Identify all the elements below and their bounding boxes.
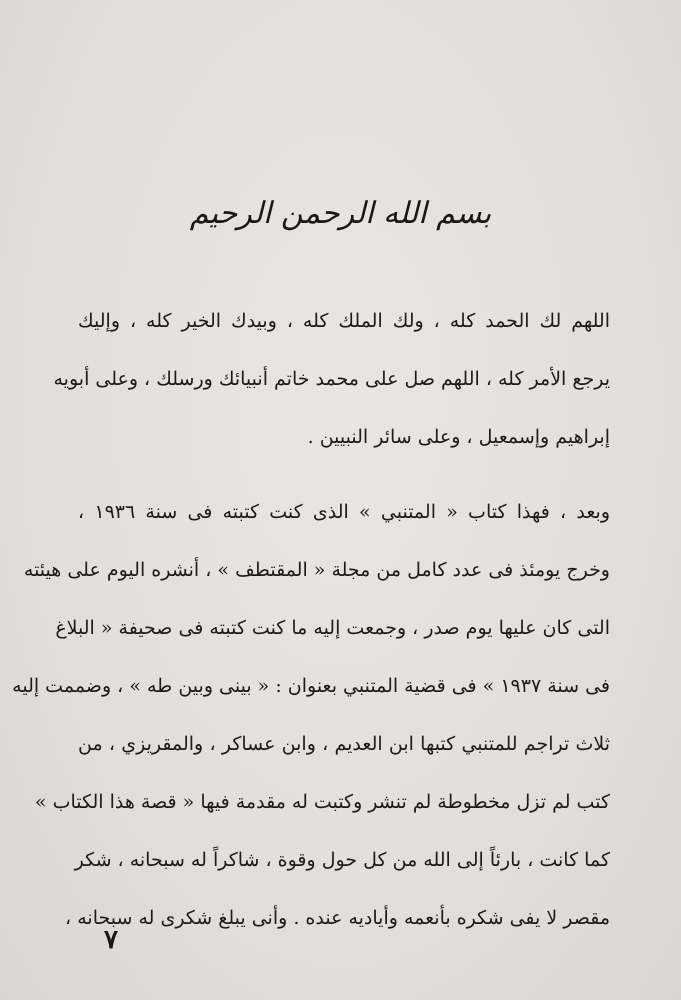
body-paragraph xyxy=(12,483,610,947)
text-line: إبراهيم وإسمعيل ، وعلى سائر النبيين . xyxy=(307,426,610,448)
text-line: فى سنة ١٩٣٧ » فى قضية المتنبي بعنوان : « بينى وبين طه » ، وضممت إليه xyxy=(12,675,610,697)
basmala-heading: بسم الله الرحمن الرحيم xyxy=(189,196,492,231)
text-line: كما كانت ، بارئاً إلى الله من كل حول وقوة ، شاكراً له سبحانه ، شكر xyxy=(74,849,610,871)
text-line: ثلاث تراجم للمتنبي كتبها ابن العديم ، وابن عساكر ، والمقريزي ، من xyxy=(78,733,610,755)
opening-invocation-paragraph xyxy=(53,292,610,466)
text-line: وبعد ، فهذا كتاب « المتنبي » الذى كنت كتبته فى سنة ١٩٣٦ ، xyxy=(78,501,610,523)
text-line: وخرج يومئذ فى عدد كامل من مجلة « المقتطف » ، أنشره اليوم على هيئته xyxy=(23,559,610,581)
text-line: كتب لم تزل مخطوطة لم تنشر وكتبت له مقدمة فيها « قصة هذا الكتاب » xyxy=(34,791,610,813)
show-through-text xyxy=(100,18,620,188)
text-line: مقصر لا يفى شكره بأنعمه وأياديه عنده . وأنى يبلغ شكرى له سبحانه ، xyxy=(65,907,610,929)
text-line: التى كان عليها يوم صدر ، وجمعت إليه ما كنت كتبته فى صحيفة « البلاغ xyxy=(55,617,610,639)
text-line: اللهم لك الحمد كله ، ولك الملك كله ، وبيدك الخير كله ، وإليك xyxy=(78,310,610,332)
text-line: يرجع الأمر كله ، اللهم صل على محمد خاتم أنبيائك ورسلك ، وعلى أبويه xyxy=(53,368,610,390)
page-number: ٧ xyxy=(104,925,118,955)
